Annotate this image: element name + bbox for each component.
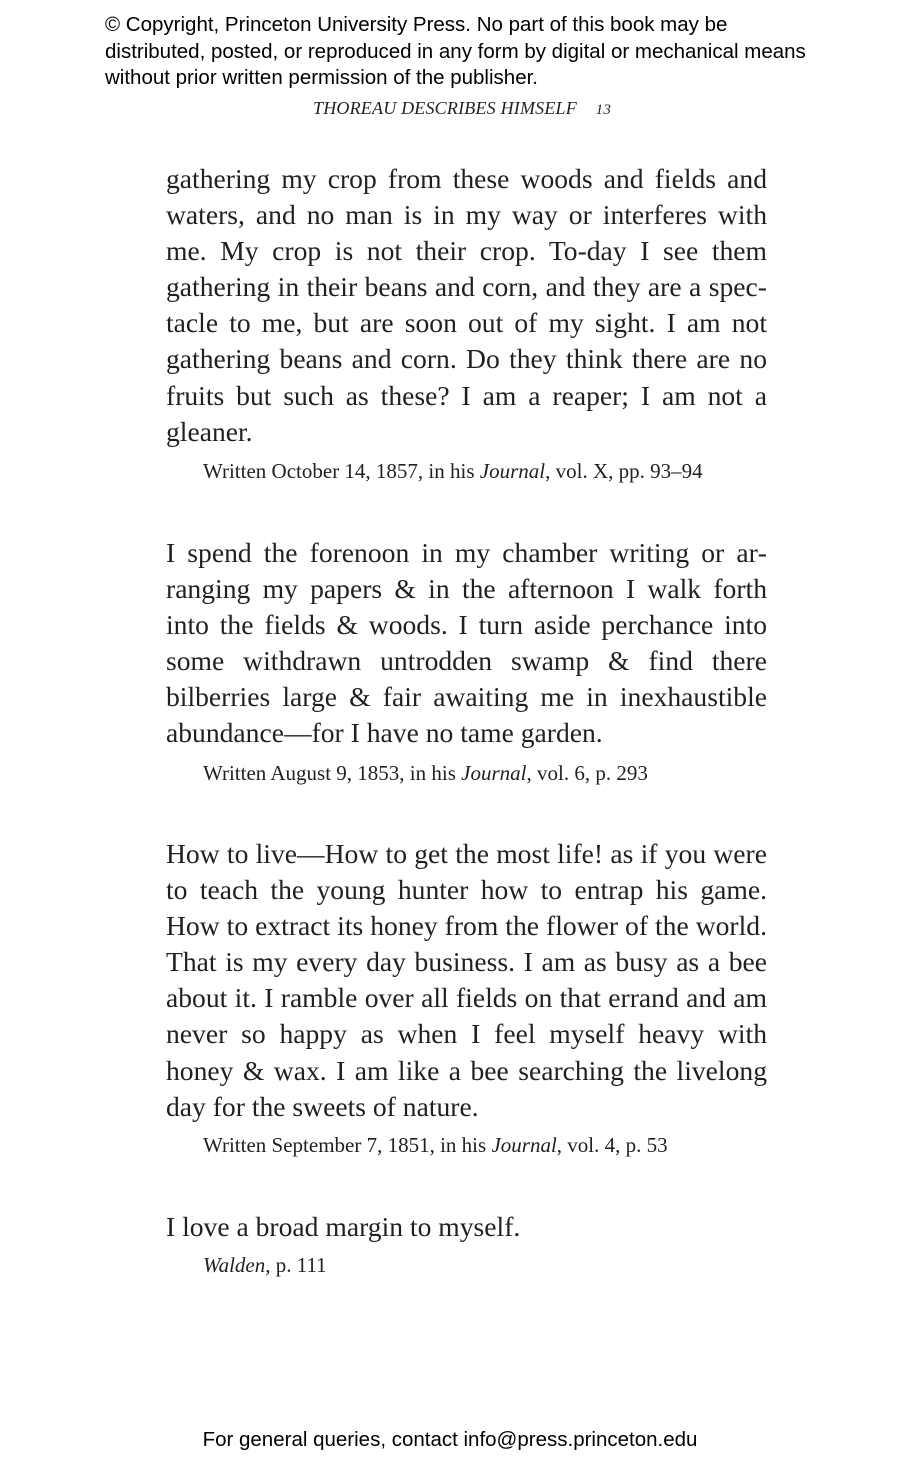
- page-number: 13: [595, 102, 612, 118]
- quote-text: How to live—How to get the most life! as if you were to teach the young hunter how to entrap his game. How to extract its honey from the flower of the world. That is my every day business. I am as busy as a bee about it. I ramble over all fields on that errand and am never so happy as when I feel myself heavy with honey & wax. I am like a bee searching the livelong day for the sweets of nature.: [166, 838, 767, 1122]
- source-suffix: , vol. 6, p. 293: [526, 761, 648, 785]
- source-suffix: , vol. X, pp. 93–94: [545, 459, 703, 483]
- quote-text: I spend the forenoon in my chamber writing or arranging my papers & in the afternoon I walk forth into the fields & woods. I turn aside perchance into some withdrawn untrodden swamp & find there bilberries large & fair awaiting me in inexhaustible abundance—for I have no tame garden.: [166, 537, 767, 749]
- source-suffix: , vol. 4, p. 53: [556, 1133, 668, 1157]
- quote-source: [203, 1132, 668, 1158]
- footer-contact: For general queries, contact info@press.princeton.edu: [202, 1428, 698, 1451]
- source-title: Journal: [491, 1133, 557, 1157]
- source-title: Journal: [461, 761, 527, 785]
- quote-source: [203, 760, 648, 786]
- source-prefix: Written October 14, 1857, in his: [203, 459, 480, 483]
- quote-source: [203, 458, 703, 484]
- running-head-title: THOREAU DESCRIBES HIMSELF: [313, 98, 577, 118]
- source-title: Walden: [203, 1253, 266, 1277]
- quote-text: I love a broad margin to myself.: [166, 1211, 521, 1242]
- source-title: Journal: [479, 459, 546, 483]
- quote-source: [203, 1252, 327, 1278]
- quote-text: gathering my crop from these woods and fields and waters, and no man is in my way or interferes with me. My crop is not their crop. To-day I see them gathering in their beans and corn, and they are a spectacle to me, but are soon out of my sight. I am not gathering beans and corn. Do they think there are no fruits but such as these? I am a reaper; I am not a gleaner.: [166, 163, 767, 447]
- source-suffix: , p. 111: [265, 1253, 327, 1277]
- running-head: [313, 98, 611, 119]
- source-prefix: Written September 7, 1851, in his: [203, 1133, 492, 1157]
- source-prefix: Written August 9, 1853, in his: [203, 761, 462, 785]
- copyright-notice: © Copyright, Princeton University Press. No part of this book may be distributed, posted, or reproduced in any form by digital or mechanical means without prior written permission of the publisher.: [105, 13, 806, 89]
